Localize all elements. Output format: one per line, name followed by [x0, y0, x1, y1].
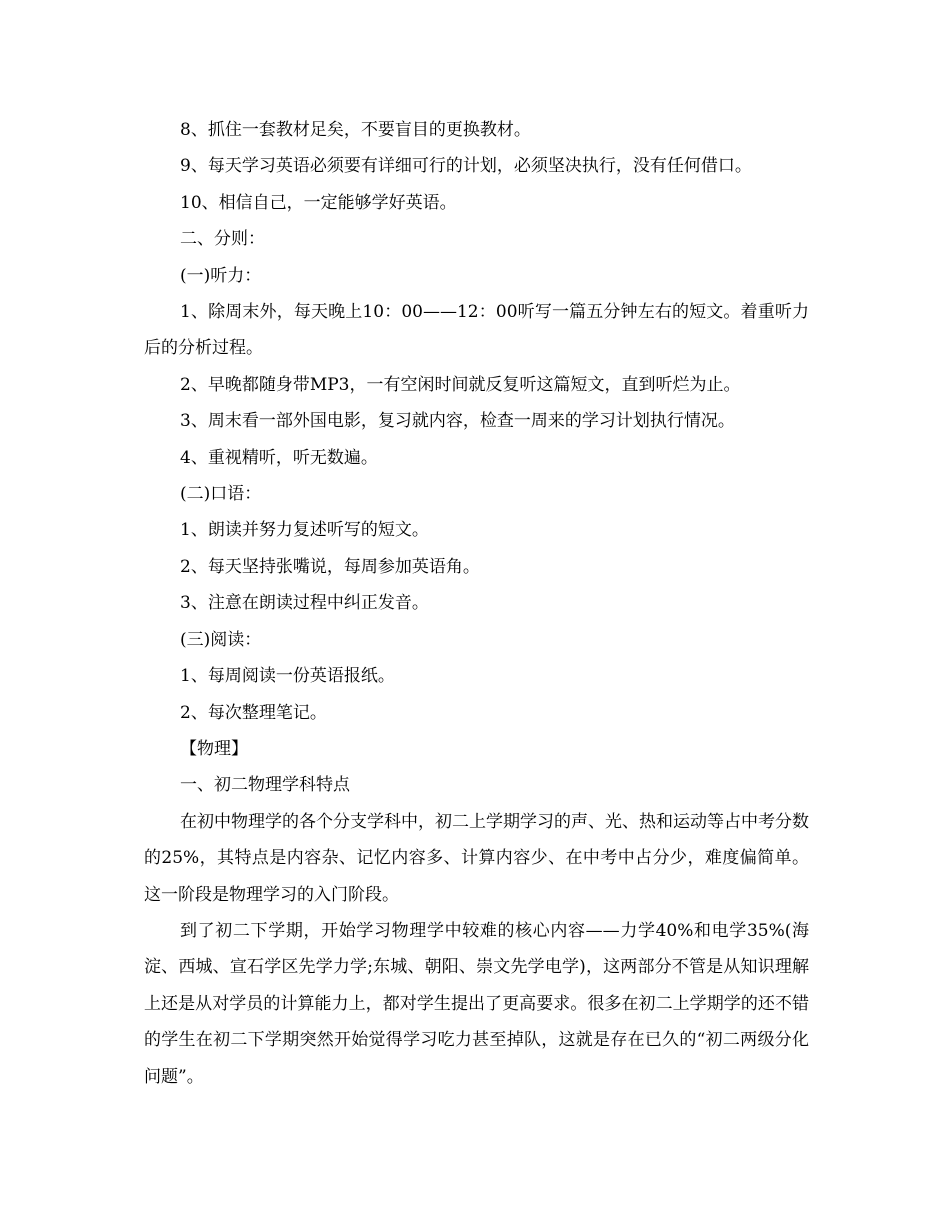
heading-physics-features: 一、初二物理学科特点 — [180, 775, 350, 796]
paragraph-english-rule-9: 9、每天学习英语必须要有详细可行的计划，必须坚决执行，没有任何借口。 — [180, 156, 752, 177]
paragraph-listening-1: 1、除周末外，每天晚上10：00——12：00听写一篇五分钟左右的短文。着重听力后的分析过程。 — [144, 302, 809, 359]
paragraph-english-rule-10: 10、相信自己，一定能够学好英语。 — [180, 192, 457, 213]
subheading-reading: (三)阅读： — [180, 629, 262, 650]
paragraph-speaking-1: 1、朗读并努力复述听写的短文。 — [180, 520, 429, 541]
paragraph-english-rule-8: 8、抓住一套教材足矣，不要盲目的更换教材。 — [180, 120, 531, 140]
section-title-physics: 【物理】 — [180, 738, 248, 759]
paragraph-physics-intro: 在初中物理学的各个分支学科中，初二上学期学习的声、光、热和运动等占中考分数的25%，其特点是内容杂、记忆内容多、计算内容少、在中考中占分少，难度偏简单。这一阶段是物理学习的入门阶段。 — [144, 811, 809, 905]
section-heading-details: 二、分则： — [180, 229, 265, 250]
subheading-listening: (一)听力： — [180, 265, 262, 286]
document-body — [144, 112, 809, 1095]
paragraph-reading-1: 1、每周阅读一份英语报纸。 — [180, 666, 395, 687]
paragraph-listening-2: 2、早晚都随身带MP3，一有空闲时间就反复听这篇短文，直到听烂为止。 — [180, 374, 741, 395]
paragraph-physics-second-term: 到了初二下学期，开始学习物理学中较难的核心内容——力学40%和电学35%(海淀、西城、宣石学区先学力学;东城、朝阳、崇文先学电学)，这两部分不管是从知识理解上还是从对学员的计算能力上，都对学生提出了更高要求。很多在初二上学期学的还不错的学生在初二下学期突然开始觉得学习吃力甚至掉队，这就是存在已久的“初二两级分化问题”。 — [144, 920, 809, 1087]
paragraph-speaking-2: 2、每天坚持张嘴说，每周参加英语角。 — [180, 556, 480, 577]
paragraph-listening-4: 4、重视精听，听无数遍。 — [180, 447, 378, 468]
subheading-speaking: (二)口语： — [180, 484, 262, 505]
paragraph-reading-2: 2、每次整理笔记。 — [180, 702, 327, 723]
paragraph-listening-3: 3、周末看一部外国电影，复习就内容，检查一周来的学习计划执行情况。 — [180, 411, 735, 432]
paragraph-speaking-3: 3、注意在朗读过程中纠正发音。 — [180, 593, 429, 614]
